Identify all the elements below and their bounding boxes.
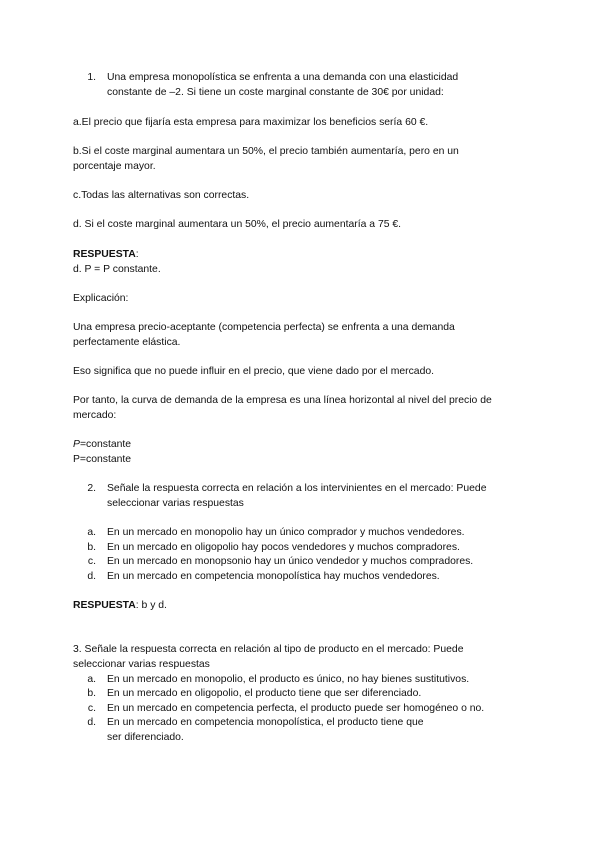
- q2-option-a-letter: a.: [87, 527, 96, 538]
- answer-colon: :: [135, 249, 139, 260]
- q2-answer: [73, 599, 533, 614]
- question-2-text-line-2: seleccionar varias respuestas: [107, 498, 244, 509]
- q2-option-b-text: En un mercado en oligopolio hay pocos vendedores y muchos compradores.: [107, 542, 460, 553]
- q1-option-d: d. Si el coste marginal aumentara un 50%, el precio aumentaría a 75 €.: [73, 219, 402, 230]
- formula-plain: P=constante: [73, 454, 132, 465]
- answer-label: RESPUESTA: [73, 600, 136, 611]
- q3-option-a-text: En un mercado en monopolio, el producto es único, no hay bienes sustitutivos.: [107, 674, 470, 685]
- q1-option-a: a.El precio que fijaría esta empresa para maximizar los beneficios sería 60 €.: [73, 117, 429, 128]
- q1-answer-heading: [73, 248, 533, 263]
- q2-option-a-text: En un mercado en monopolio hay un único comprador y muchos vendedores.: [107, 527, 465, 538]
- formula-italic: [73, 438, 533, 453]
- q2-option-c-text: En un mercado en monopsonio hay un único vendedor y muchos compradores.: [107, 556, 474, 567]
- q3-option-b-text: En un mercado en oligopolio, el producto tiene que ser diferenciado.: [107, 688, 422, 699]
- explanation-paragraph-3: Por tanto, la curva de demanda de la empresa es una línea horizontal al nivel del precio de mercado:: [73, 395, 492, 421]
- q1-option-c: c.Todas las alternativas son correctas.: [73, 190, 250, 201]
- answer-label: RESPUESTA: [73, 249, 136, 260]
- q1-option-b: b.Si el coste marginal aumentara un 50%, el precio también aumentaría, pero en un porcentaje mayor.: [73, 146, 459, 172]
- q2-option-d-letter: d.: [87, 571, 96, 582]
- q3-option-a-letter: a.: [87, 674, 96, 685]
- q3-option-d-letter: d.: [87, 717, 96, 728]
- answer-value: : b y d.: [135, 600, 167, 611]
- explanation-paragraph-1: Una empresa precio-aceptante (competencia perfecta) se enfrenta a una demanda perfectamente elástica.: [73, 322, 455, 348]
- explanation-paragraph-2: Eso significa que no puede influir en el precio, que viene dado por el mercado.: [73, 366, 435, 377]
- question-3-text: 3. Señale la respuesta correcta en relación al tipo de producto en el mercado: Puede seleccionar varias respuestas: [73, 644, 464, 670]
- q3-option-c-letter: c.: [87, 703, 96, 714]
- q2-option-b-letter: b.: [87, 542, 96, 553]
- question-1-text-line-2: constante de –2. Si tiene un coste marginal constante de 30€ por unidad:: [107, 87, 444, 98]
- question-1-text-line-1: Una empresa monopolística se enfrenta a una demanda con una elasticidad: [107, 72, 459, 83]
- question-1-number: 1.: [87, 72, 96, 83]
- q2-option-c-letter: c.: [87, 556, 96, 567]
- question-2-text-line-1: Señale la respuesta correcta en relación a los intervinientes en el mercado: Puede: [107, 483, 487, 494]
- q1-answer-line: d. P = P constante.: [73, 264, 161, 275]
- q2-option-d-text: En un mercado en competencia monopolística hay muchos vendedores.: [107, 571, 440, 582]
- formula-italic-p: P: [73, 439, 80, 450]
- formula-italic-rest: =constante: [79, 439, 132, 450]
- question-2-number: 2.: [87, 483, 96, 494]
- q3-option-b-letter: b.: [87, 688, 96, 699]
- q3-option-c-text: En un mercado en competencia perfecta, el producto puede ser homogéneo o no.: [107, 703, 485, 714]
- q3-option-d-text: En un mercado en competencia monopolística, el producto tiene que ser diferenciado.: [107, 717, 424, 743]
- explanation-title: Explicación:: [73, 293, 129, 304]
